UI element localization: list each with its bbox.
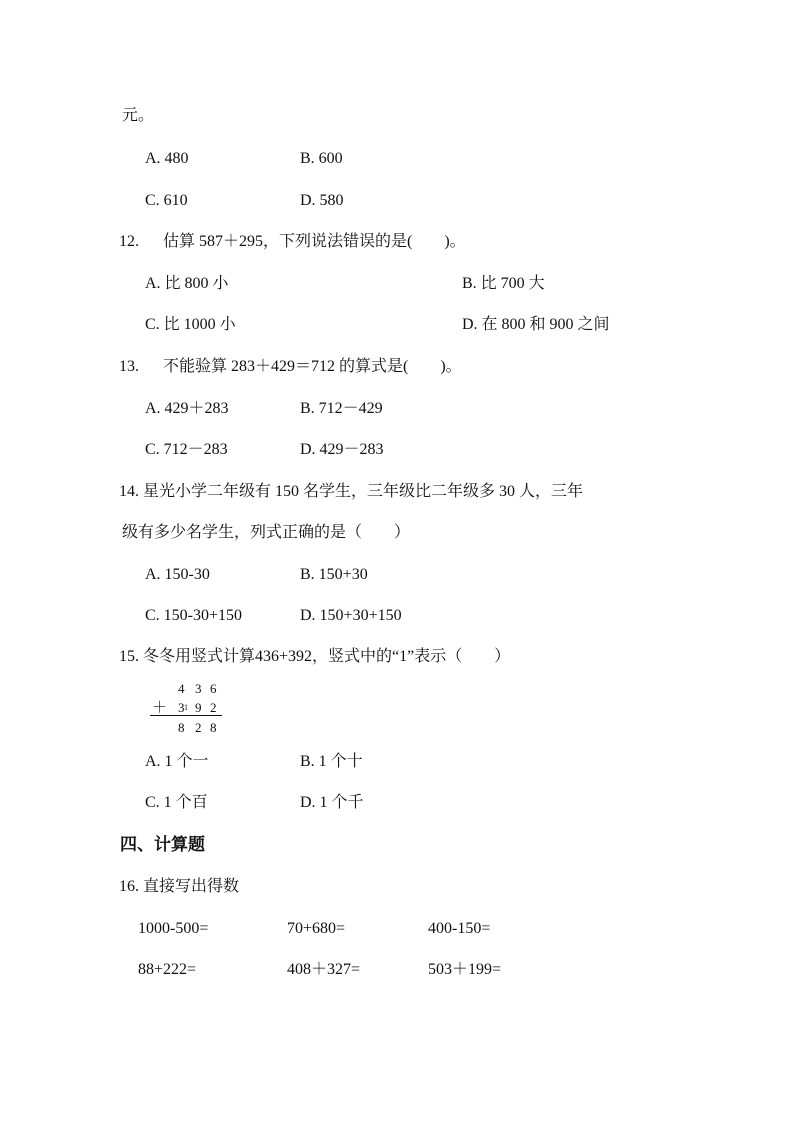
q13-option-a[interactable]: A. 429＋283 [145,400,229,417]
q12-number: 12. [119,233,139,250]
sum-tens: 2 [195,720,202,735]
q15-option-b[interactable]: B. 1 个十 [300,753,363,770]
q14-option-d[interactable]: D. 150+30+150 [300,607,402,624]
q14-option-a[interactable]: A. 150-30 [145,566,210,583]
calc-item: 400-150= [428,920,491,937]
q13-stem: 不能验算 283＋429＝712 的算式是( )。 [163,358,462,375]
carry-digit: 1 [184,703,188,712]
vertical-addition [140,678,230,742]
q12-option-c[interactable]: C. 比 1000 小 [145,316,236,333]
q11-option-a[interactable]: A. 480 [145,150,189,167]
q11-option-b[interactable]: B. 600 [300,150,343,167]
calc-item: 1000-500= [138,920,209,937]
q14-stem-line2: 级有多少名学生，列式正确的是（ ） [122,524,411,541]
q16-stem: 16. 直接写出得数 [119,878,240,895]
q11-tail: 元。 [122,107,155,124]
addend1-tens: 3 [195,681,202,696]
addend1-ones: 6 [210,681,217,696]
q15-option-c[interactable]: C. 1 个百 [145,794,208,811]
q15-stem: 15. 冬冬用竖式计算436+392，竖式中的“1”表示（ ） [119,648,511,665]
q15-option-a[interactable]: A. 1 个一 [145,753,209,770]
plus-sign: ＋ [152,700,168,716]
calc-item: 408＋327= [287,961,361,978]
addend2-ones: 2 [210,700,217,715]
q13-number: 13. [119,358,139,375]
q13-option-d[interactable]: D. 429－283 [300,441,384,458]
q13-option-c[interactable]: C. 712－283 [145,441,228,458]
q14-stem-line1: 14. 星光小学二年级有 150 名学生，三年级比二年级多 30 人，三年 [119,483,584,500]
calc-item: 70+680= [287,920,346,937]
q12-option-b[interactable]: B. 比 700 大 [462,275,545,292]
q15-option-d[interactable]: D. 1 个千 [300,794,364,811]
q11-option-d[interactable]: D. 580 [300,192,344,209]
q14-option-c[interactable]: C. 150-30+150 [145,607,243,624]
addend2-tens: 9 [195,700,202,715]
addend2-hundreds: 3 [178,700,185,715]
sum-hundreds: 8 [178,720,185,735]
q13-option-b[interactable]: B. 712－429 [300,400,383,417]
calc-item: 88+222= [138,961,197,978]
sum-ones: 8 [210,720,217,735]
calc-item: 503＋199= [428,961,502,978]
section-title: 四、计算题 [120,835,205,854]
q12-stem: 估算 587＋295，下列说法错误的是( )。 [163,233,466,250]
q11-option-c[interactable]: C. 610 [145,192,188,209]
sum-line [150,715,222,716]
q14-option-b[interactable]: B. 150+30 [300,566,368,583]
q12-option-a[interactable]: A. 比 800 小 [145,275,229,292]
addend1-hundreds: 4 [178,681,185,696]
q12-option-d[interactable]: D. 在 800 和 900 之间 [462,316,610,333]
